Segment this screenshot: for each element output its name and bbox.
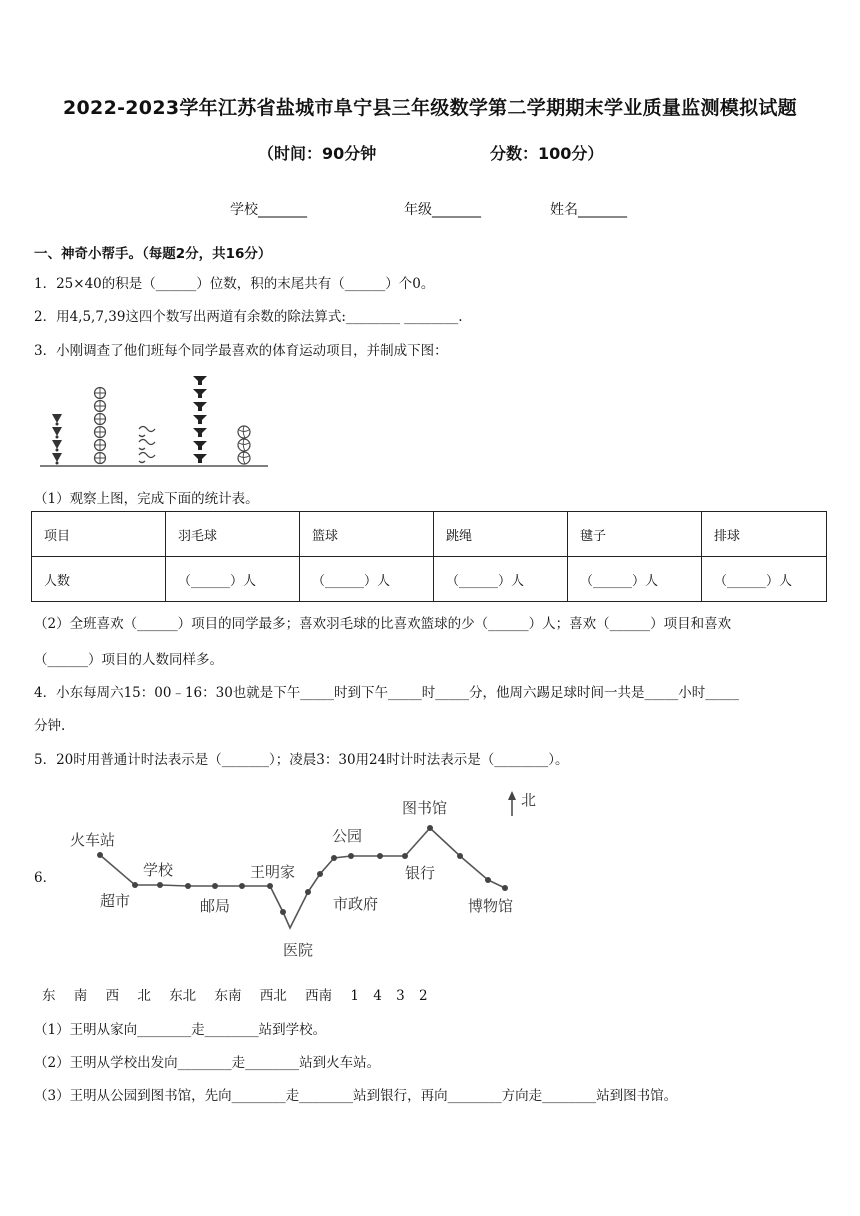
stop-dot — [485, 877, 491, 883]
stop-dot — [132, 882, 138, 888]
map-place-post-office: 邮局 — [200, 897, 231, 915]
map-place-bank: 银行 — [405, 864, 436, 882]
question-2: 2．用4,5,7,39这四个数写出两道有余数的除法算式:________ ________. — [34, 309, 463, 325]
stop-dot — [348, 853, 354, 859]
question-5: 5．20时用普通计时法表示是（_______）；凌晨3：30用24时计时法表示是（________）。 — [34, 752, 569, 768]
stop-dot — [331, 855, 337, 861]
word-bank-item: 东南 — [214, 988, 242, 1004]
stop-dot — [267, 883, 273, 889]
stop-dot — [457, 853, 463, 859]
stop-dot — [185, 883, 191, 889]
word-bank-item: 南 — [73, 988, 88, 1004]
question-3-2-cont: （______）项目的人数同样多。 — [34, 652, 223, 668]
table-blank-cell: （______）人 — [434, 557, 568, 602]
table-row-label: 人数 — [32, 557, 166, 602]
word-bank-item: 东 — [42, 988, 56, 1004]
stop-dot — [502, 885, 508, 891]
word-bank-item: 西南 — [305, 988, 333, 1004]
table-blank-cell: （______）人 — [166, 557, 300, 602]
map-place-hospital: 医院 — [283, 941, 314, 959]
table-header-cell: 羽毛球 — [166, 512, 300, 557]
question-4: 4．小东每周六15：00﹣16：30也就是下午_____时到下午_____时_____分，他周六踢足球时间一共是_____小时_____ — [34, 685, 740, 701]
map-place-museum: 博物馆 — [468, 897, 514, 915]
stop-dot — [97, 852, 103, 858]
north-arrowhead-icon — [508, 791, 516, 800]
table-header-cell: 排球 — [702, 512, 827, 557]
stop-dot — [305, 889, 311, 895]
exam-score: 分数：100分） — [490, 144, 604, 163]
map-place-school: 学校 — [143, 861, 174, 879]
word-bank-item: 3 — [396, 988, 405, 1004]
stop-dot — [157, 882, 163, 888]
word-bank-item: 北 — [137, 988, 151, 1004]
table-header-cell: 跳绳 — [434, 512, 568, 557]
table-header-cell: 项目 — [32, 512, 166, 557]
map-place-train-station: 火车站 — [70, 831, 116, 849]
map-place-city-hall: 市政府 — [333, 895, 379, 913]
word-bank-item: 1 — [350, 988, 359, 1004]
north-label: 北 — [521, 791, 537, 809]
question-3-2: （2）全班喜欢（______）项目的同学最多；喜欢羽毛球的比喜欢篮球的少（______）人；喜欢（______）项目和喜欢 — [34, 616, 732, 632]
stop-dot — [317, 871, 323, 877]
table-header-cell: 毽子 — [568, 512, 702, 557]
question-3-1: （1）观察上图，完成下面的统计表。 — [34, 491, 259, 507]
map-place-library: 图书馆 — [402, 799, 448, 817]
stop-dot — [402, 853, 408, 859]
table-blank-cell: （______）人 — [300, 557, 434, 602]
table-blank-cell: （______）人 — [568, 557, 702, 602]
word-bank-item: 西北 — [259, 988, 287, 1004]
table-header-cell: 篮球 — [300, 512, 434, 557]
exam-time: （时间：90分钟 — [258, 144, 377, 163]
question-3: 3．小刚调查了他们班每个同学最喜欢的体育运动项目，并制成下图： — [34, 343, 448, 359]
stop-dot — [212, 883, 218, 889]
stop-dot — [280, 909, 286, 915]
word-bank-item: 4 — [373, 988, 382, 1004]
school-field: 学校_______ — [230, 202, 307, 218]
question-4-cont: 分钟. — [34, 718, 66, 734]
stop-dot — [427, 825, 433, 831]
word-bank-item: 2 — [419, 988, 428, 1004]
question-6-3: （3）王明从公园到图书馆，先向________走________站到银行，再向________方向走________站到图书馆。 — [34, 1088, 678, 1104]
grade-field: 年级_______ — [404, 202, 481, 218]
question-6-2: （2）王明从学校出发向________走________站到火车站。 — [34, 1055, 381, 1071]
word-bank-item: 西 — [105, 988, 120, 1004]
question-1: 1．25×40的积是（______）位数，积的末尾共有（______）个0。 — [34, 276, 435, 292]
stop-dot — [239, 883, 245, 889]
exam-title: 2022-2023学年江苏省盐城市阜宁县三年级数学第二学期期末学业质量监测模拟试题 — [63, 97, 797, 119]
word-bank-item: 东北 — [169, 988, 197, 1004]
stop-dot — [377, 853, 383, 859]
map-place-wangming-home: 王明家 — [250, 863, 296, 881]
name-field: 姓名_______ — [550, 202, 627, 218]
section-heading: 一、神奇小帮手。（每题2分，共16分） — [34, 246, 272, 262]
table-blank-cell: （______）人 — [702, 557, 827, 602]
direction-word-bank — [42, 984, 438, 1004]
question-6-number: 6． — [34, 870, 57, 886]
question-6-1: （1）王明从家向________走________站到学校。 — [34, 1022, 327, 1038]
map-place-park: 公园 — [332, 827, 363, 845]
map-place-supermarket: 超市 — [100, 892, 131, 910]
